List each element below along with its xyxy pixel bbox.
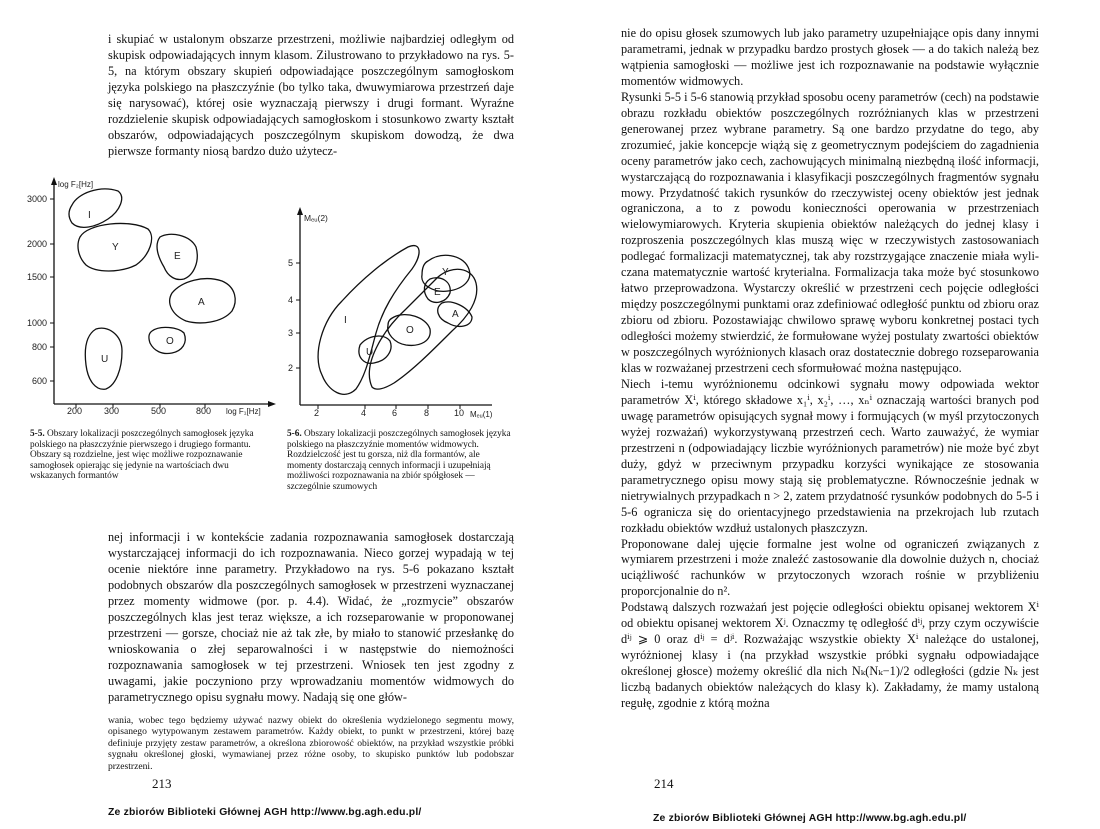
fig56-ytick-label: 5 <box>288 258 294 268</box>
fig56-region-label: O <box>406 325 414 336</box>
fig56-x-axis-label: Mₑᵤ(1) <box>470 410 493 419</box>
fig55-region-i <box>69 189 122 227</box>
figure-5-6-caption <box>287 429 513 493</box>
fig56-region-i <box>318 246 419 395</box>
fig55-xtick-label: 800 <box>196 406 212 416</box>
caption-text: Obszary lokalizacji poszczególnych samogłosek języka polskiego na płaszczyźnie momentów widmowych. Rozdzielczość jest tu gorsza, niż dla formantów, ale momenty dostarczają cennych informacji i uzupełniają możliwości rozpoznawania na zbiór spółgłosek — szczególnie szumowych <box>287 429 511 492</box>
fig56-xtick-label: 6 <box>392 408 398 418</box>
fig55-region-label: A <box>198 297 205 308</box>
fig56-xtick-label: 8 <box>424 408 430 418</box>
caption-text: Obszary lokalizacji poszczególnych samogłosek języka polskiego na płaszczyźnie pierwszego i drugiego formantu. Obszary są rozdzielne, jest więc możliwe rozpoznawanie samogłosek opierając się jedynie na wartościach dwu wskazanych formantów <box>30 429 254 482</box>
left-paragraph-top: i skupiać w ustalonym obszarze przestrzeni, możliwie najbardziej odległym od skupisk odpowiadających innym klasom. Zilustrowano to przykładowo na rys. 5-5, na którym obszary skupień odpowiadające poszczególnym samogłoskom języka polskiego na płaszczyźnie (bo tylko taka, dwuwymiarowa przestrzeń daje się narysować), której osie wyznaczają pierwszy i drugi formant. Wyraźne rozdzielenie skupisk odpowiadających samogłoskom i stosunkowo zwarty kształt obszarów, odpowiadających poszczególnym skupiskom dowodzą, że dwa pierwsze formanty niosą bardzo dużo użytecz- <box>108 32 514 158</box>
figure-5-6 <box>282 205 502 425</box>
fig56-ytick-label: 2 <box>288 363 294 373</box>
fig55-region-label: Y <box>112 242 119 253</box>
fig55-region-label: I <box>88 210 91 221</box>
fig55-region-label: E <box>174 251 181 262</box>
fig55-region-label: O <box>166 336 174 347</box>
fig56-region-label: E <box>434 287 441 298</box>
left-paragraph-bottom: nej informacji i w kontekście zadania rozpoznawania samogłosek dostarczają wystarczającej informacji do ich rozpoznawania. Nieco gorzej wypadają w tej ocenie niektóre inne parametry. Przykładowo na rys. 5-6 pokazano kształt podobnych obszarów dla poszczególnych samogłosek w przestrzeni wyznaczanej przez momenty widmowe (por. p. 4.4). Widać, że „rozmycie” obszarów poszczególnych klas jest teraz większe, a ich rozseparowanie w proponowanej przestrzeni — gorsze, chociaż nie aż tak złe, by miało to stanowić przesłankę do wnioskowania o złej separowalności i w następstwie do niemożności rozpoznawania samogłosek w tej przestrzeni. Wniosek ten jest zgodny z uwagami, jakie poczyniono przy wprowadzaniu momentów widmowych do parametrycznego opisu sygnału mowy. Nadają się one głów- <box>108 530 514 704</box>
fig56-xtick-label: 10 <box>454 408 465 418</box>
fig55-y-arrow <box>51 177 57 185</box>
right-paragraph-5: Podstawą dalszych rozważań jest pojęcie odległości obiektu opisanej wektorem Xⁱ od obiektu opisanej wektorem Xʲ. Oznaczmy tę odległość dⁱʲ, przy czym oczywiście dⁱʲ ⩾ 0 oraz dⁱʲ = dʲⁱ. Rozważając wszystkie obiekty Xⁱ należące do ustalonej, wyróżnionej klasy i (na przykład wszystkie próbki sygnału odpowiadające określonej głosce) możemy określić dla nich Nₖ(Nₖ−1)/2 odległości (gdzie Nₖ jest liczbą badanych obiektów należących do klasy k). Zakładamy, że mamy ustaloną regułę, zgodnie z którą można <box>621 600 1039 711</box>
fig56-region-label: U <box>366 347 374 358</box>
library-footer: Ze zbiorów Biblioteki Głównej AGH http://www.bg.agh.edu.pl/ <box>653 813 967 824</box>
fig56-region-label: I <box>344 315 347 326</box>
fig55-ytick-label: 800 <box>32 342 48 352</box>
fig56-ytick-label: 3 <box>288 328 294 338</box>
fig55-ytick-label: 1500 <box>27 272 48 282</box>
figure-5-5-caption <box>30 429 266 482</box>
fig55-xtick-label: 200 <box>67 406 83 416</box>
fig56-y-ticks <box>288 258 300 373</box>
fig56-xtick-label: 2 <box>314 408 320 418</box>
fig55-x-ticks <box>67 404 211 416</box>
right-text-column <box>621 26 1039 712</box>
library-footer: Ze zbiorów Biblioteki Głównej AGH http://www.bg.agh.edu.pl/ <box>108 807 422 818</box>
fig56-y-axis-label: Mₑᵤ(2) <box>304 213 328 223</box>
fig55-xtick-label: 500 <box>151 406 167 416</box>
figure-5-5 <box>0 175 290 425</box>
fig55-x-axis-label: log F₁[Hz] <box>226 407 261 416</box>
fig56-x-ticks <box>314 405 464 418</box>
right-paragraph-1: nie do opisu głosek szumowych lub jako parametry uzupełniające opis dany innymi parametrami, jednak w przypadku bardzo prostych głosek — a do takich należą bez wątpienia samogłoski — możliwe jest ich rozpoznawanie na podstawie wyłącznie momentów widmowych. <box>621 26 1039 88</box>
right-paragraph-2: Rysunki 5-5 i 5-6 stanowią przykład sposobu oceny parametrów (cech) na podstawie obrazu rozkładu obiektów poszczególnych rozróżnianych klas w przestrzeni generowanej przez wybrane parametry. Są one bardzo przydatne do tego, aby zrozumieć, jakie koncepcje wiążą się z geometrycznym podejściem do zagadnienia oceny parametrów jako cech, zachowujących minimalną niezbędną ilość informacji, wystarczającą do rozpoznawania i klasyfikacji poszczególnych fragmentów sygnału mowy. Przydatność takich rysunków do rzeczywistej oceny obiektów jest jednak ograniczona, a to z powodu konieczności operowania w przestrzeniach wielowymiarowych. Kryteria skupienia obiektów należących do jednej klasy i rozproszenia poszczególnych klas muszą więc w rzeczywistych zastosowaniach podlegać formalizacji matematycznej, tak aby rozstrzygające znaczenie miała wyliczana matematycznie wartość kryterialna. Formalizacja taka może być stosunkowo łatwo przeprowadzona. Wystarczy określić w przestrzeni cech pojęcie odległości między poszczególnymi punktami oraz zdefiniować odległość punktu od zbioru oraz zbioru od zbioru. Pozostawiając chwilowo sprawę wyboru konkretnej postaci tych odległości możemy stwierdzić, że formułowane wyżej postulaty zwartości obiektów w poszczególnych wyróżnionych klasach oraz dostatecznie dobrego rozseparowania klas w rozważanej przestrzeni cech sformułować można następująco. <box>621 89 1039 376</box>
right-paragraph-3: Niech i-temu wyróżnionemu odcinkowi sygnału mowy odpowiada wektor parametrów Xⁱ, którego składowe x₁ⁱ, x₂ⁱ, …, xₙⁱ oznaczają wartości branych pod uwagę parametrów opisujących sygnał mowy i formujących (w myśl przytoczonych wyżej rozważań) wykorzystywaną przestrzeń cech. Warto zauważyć, że wymiar przestrzeni n (odpowiadający liczbie wyróżnionych parametrów) nie może być zbyt duży, gdyż w przeciwnym przypadku korzyści wynikające ze stosowania parametrycznego opisu mowy stają się problematyczne. Równocześnie jednak w nietrywialnych przypadkach n > 2, zatem przydatność rysunków podobnych do 5-5 i 5-6 ogranicza się do orientacyjnego przedstawienia na przekrojach lub rzutach rozkładu obiektów wzdłuż ustalonych płaszczyzn. <box>621 376 1039 535</box>
right-page <box>550 0 1100 829</box>
fig55-ytick-label: 2000 <box>27 239 48 249</box>
fig55-xtick-label: 300 <box>104 406 120 416</box>
fig55-x-arrow <box>268 401 276 407</box>
fig55-ytick-label: 600 <box>32 376 48 386</box>
fig56-ytick-label: 4 <box>288 295 294 305</box>
page-number: 214 <box>654 776 674 791</box>
right-paragraph-4: Proponowane dalej ujęcie formalne jest wolne od ograniczeń związanych z wymiarem przestrzeni i może znaleźć zastosowanie dla dowolnie dużych n, chociaż uciążliwość rachunków w przytoczonych wzorach rośnie w przybliżeniu proporcjonalnie do n². <box>621 536 1039 599</box>
fig55-ytick-label: 1000 <box>27 318 48 328</box>
page-number: 213 <box>152 776 172 791</box>
caption-number: 5-5. <box>30 429 45 439</box>
fig56-y-arrow <box>297 207 303 215</box>
fig56-region-label: Y <box>442 267 449 278</box>
fig55-y-ticks <box>27 194 54 386</box>
fig55-region-label: U <box>101 354 109 365</box>
fig56-region-label: A <box>452 309 459 320</box>
left-footnote: wania, wobec tego będziemy używać nazwy obiekt do określenia wydzielonego segmentu mowy, opisanego wytypowanym zestawem parametrów. Każdy obiekt, to punkt w przestrzeni, której bazę definiuje przyjęty zestaw parametrów, a określona zbiorowość obiektów, na przykład wszystkie próbki sygnału określonej głoski, wymawianej przez różne osoby, to skupisko punktów lub podobszar przestrzeni. <box>108 715 514 772</box>
fig56-xtick-label: 4 <box>361 408 367 418</box>
fig55-ytick-label: 3000 <box>27 194 48 204</box>
caption-number: 5-6. <box>287 429 302 439</box>
fig55-y-axis-label: log F₂[Hz] <box>58 180 94 189</box>
